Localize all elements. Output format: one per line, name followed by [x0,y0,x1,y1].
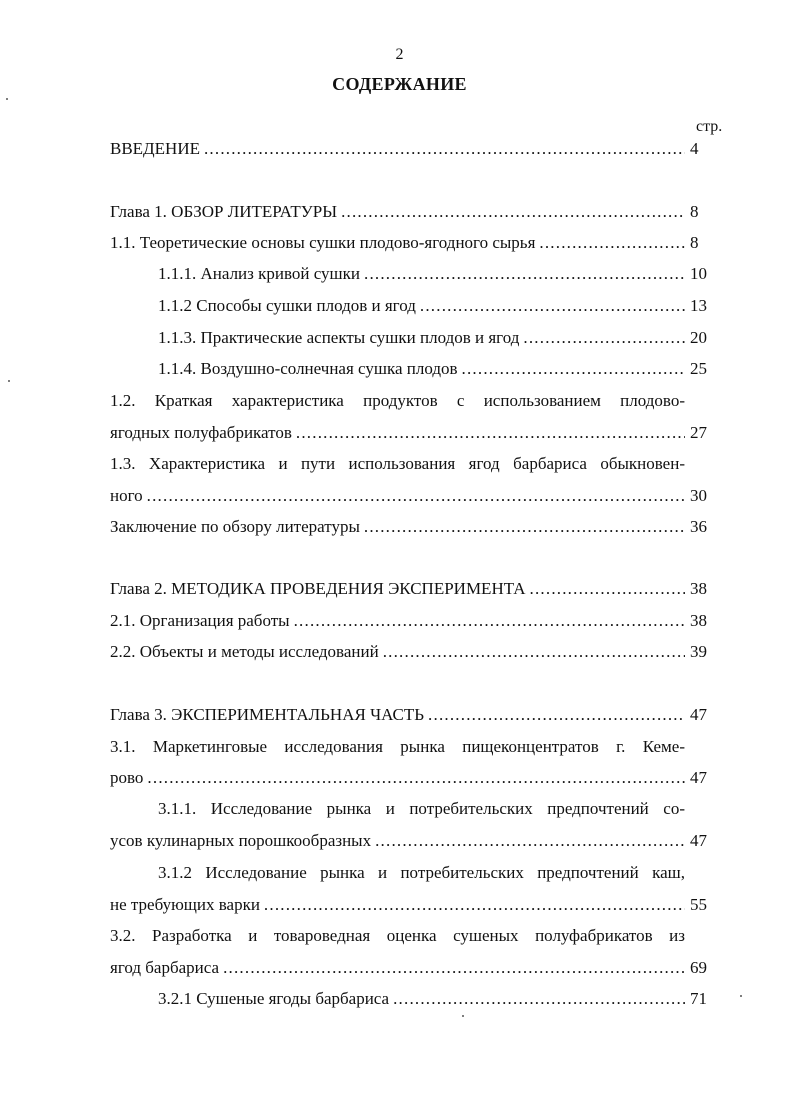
toc-page-3-1-2: 55 [690,895,707,914]
toc-entry-text: 2.1. Организация работы [110,611,290,630]
toc-entry-3-2-1[interactable] [158,988,685,1010]
toc-entry-3-1-1-line1[interactable]: 3.1.1. Исследование рынка и потребительских предпочтений со- [158,799,685,818]
toc-page-1-1-2: 13 [690,296,707,315]
toc-entry-text: Глава 3. ЭКСПЕРИМЕНТАЛЬНАЯ ЧАСТЬ [110,705,425,724]
toc-entry-chapter-1[interactable] [110,201,685,223]
toc-entry-text: рово [110,768,144,787]
toc-entry-text: усов кулинарных порошкообразных [110,831,372,850]
toc-entry-text: ВВЕДЕНИЕ [110,139,200,158]
toc-entry-intro[interactable] [110,138,685,160]
toc-page-1-1-3: 20 [690,328,707,347]
toc-entry-text: ягод барбариса [110,958,220,977]
toc-entry-text: 3.2.1 Сушеные ягоды барбариса [158,989,390,1008]
toc-entry-1-1-2[interactable] [158,295,685,317]
toc-page-chapter-1: 8 [690,202,699,221]
toc-entry-2-1[interactable] [110,610,685,632]
toc-page-3-2-1: 71 [690,989,707,1008]
page-number: 2 [395,46,404,63]
toc-entry-chapter-3[interactable] [110,704,685,726]
toc-page-1-1-4: 25 [690,359,707,378]
toc-entry-3-1-2-line1[interactable]: 3.1.2 Исследование рынка и потребительских предпочтений каш, [158,863,685,882]
toc-entry-2-2[interactable] [110,641,685,663]
toc-page-1-2: 27 [690,423,707,442]
toc-entry-3-2-line1[interactable]: 3.2. Разработка и товароведная оценка сушеных полуфабрикатов из [110,926,685,945]
toc-page-3-1: 47 [690,768,707,787]
toc-page-chapter-3: 47 [690,705,707,724]
toc-entry-1-3-line2[interactable] [110,485,685,507]
toc-entry-text: Глава 2. МЕТОДИКА ПРОВЕДЕНИЯ ЭКСПЕРИМЕНТА [110,579,526,598]
toc-entry-1-3-line1[interactable]: 1.3. Характеристика и пути использования ягод барбариса обыкновен- [110,454,685,473]
toc-page-3-2: 69 [690,958,707,977]
toc-page-intro: 4 [690,139,699,158]
toc-entry-text: не требующих варки [110,895,260,914]
toc-entry-text: 1.1.4. Воздушно-солнечная сушка плодов [158,359,458,378]
toc-page-conclusion: 36 [690,517,707,536]
toc-page-1-1-1: 10 [690,264,707,283]
page-column-header: стр. [696,118,723,135]
toc-entry-1-2-line2[interactable] [110,422,685,444]
toc-entry-chapter-2[interactable] [110,578,685,600]
toc-entry-1-2-line1[interactable]: 1.2. Краткая характеристика продуктов с использованием плодово- [110,391,685,410]
toc-page-2-2: 39 [690,642,707,661]
toc-entry-text: 1.1.2 Способы сушки плодов и ягод [158,296,416,315]
scan-speck [740,995,742,997]
toc-page-chapter-2: 38 [690,579,707,598]
toc-entry-text: Глава 1. ОБЗОР ЛИТЕРАТУРЫ [110,202,338,221]
toc-entry-3-1-2-line2[interactable] [110,894,685,916]
toc-page-2-1: 38 [690,611,707,630]
toc-page-1-3: 30 [690,486,707,505]
toc-entry-text: 1.1. Теоретические основы сушки плодово-ягодного сырья [110,233,536,252]
page-title: СОДЕРЖАНИЕ [332,74,467,94]
toc-entry-3-2-line2[interactable] [110,957,685,979]
toc-entry-1-1-1[interactable] [158,263,685,285]
toc-entry-text: ного [110,486,143,505]
toc-entry-text: Заключение по обзору литературы [110,517,360,536]
toc-entry-3-1-line2[interactable] [110,767,685,789]
toc-entry-3-1-line1[interactable]: 3.1. Маркетинговые исследования рынка пищеконцентратов г. Кеме- [110,737,685,756]
toc-entry-conclusion[interactable] [110,516,685,538]
toc-entry-text: 1.1.3. Практические аспекты сушки плодов и ягод [158,328,520,347]
toc-entry-text: 2.2. Объекты и методы исследований [110,642,379,661]
scan-speck [6,98,8,100]
toc-entry-1-1[interactable] [110,232,685,254]
scan-speck [8,380,10,382]
toc-page-3-1-1: 47 [690,831,707,850]
toc-page-1-1: 8 [690,233,699,252]
scan-speck [462,1015,464,1017]
toc-entry-1-1-4[interactable] [158,358,685,380]
toc-entry-3-1-1-line2[interactable] [110,830,685,852]
toc-entry-text: ягодных полуфабрикатов [110,423,292,442]
toc-entry-1-1-3[interactable] [158,327,685,349]
toc-entry-text: 1.1.1. Анализ кривой сушки [158,264,360,283]
